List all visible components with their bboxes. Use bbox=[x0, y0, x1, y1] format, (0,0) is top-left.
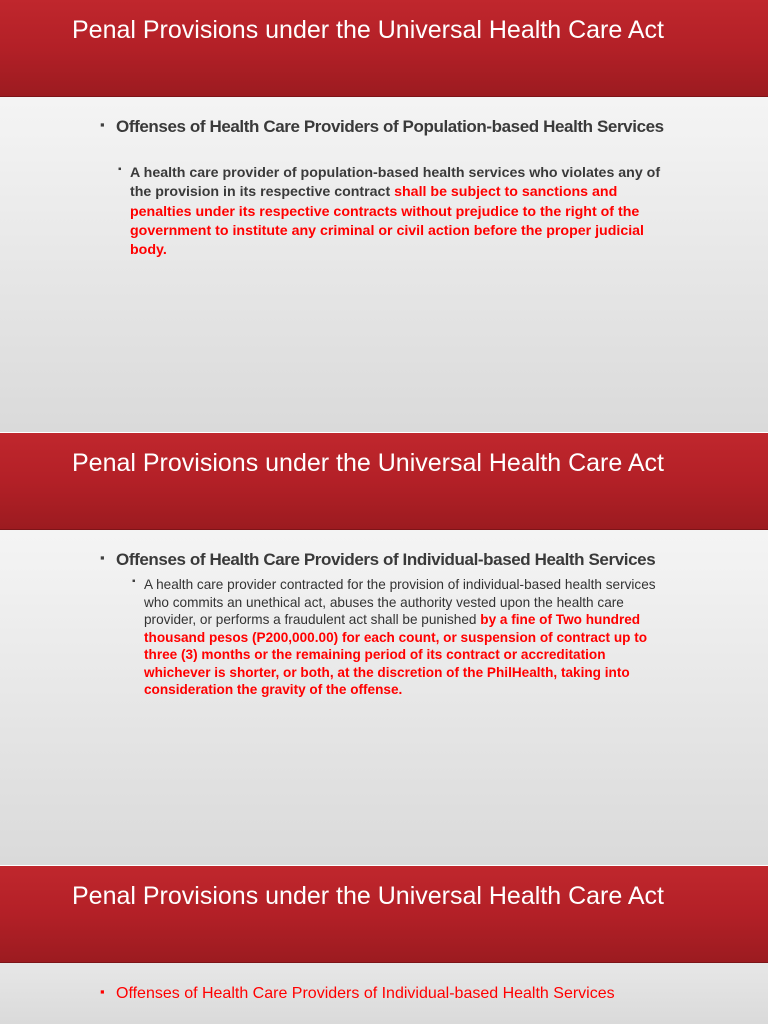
bullet-marker: ▪ bbox=[100, 117, 105, 132]
slide-title-bar bbox=[0, 0, 768, 97]
bullet-level-1 bbox=[100, 984, 680, 1004]
sub-bullet-plain: A health care provider of population-based health services who violates any of the provision in its respective contract bbox=[130, 165, 661, 201]
bullet-level-2 bbox=[132, 576, 672, 699]
slide-title-bar bbox=[0, 433, 768, 530]
sub-bullet-plain: A health care provider contracted for the provision of individual-based health services who commits an unethical act, abuses the authority vested upon the health care provider, or performs a fraudulent act shall be punished bbox=[144, 577, 656, 627]
sub-bullet-text bbox=[130, 164, 678, 260]
bullet-level-1 bbox=[100, 550, 680, 570]
bullet-heading: Offenses of Health Care Providers of Individual-based Health Services bbox=[116, 985, 615, 1002]
bullet-marker: ▪ bbox=[100, 550, 105, 565]
slide-title: Penal Provisions under the Universal Health Care Act bbox=[72, 882, 664, 910]
sub-bullet-highlight: shall be subject to sanctions and penalties under its respective contracts without prejudice to the right of the government to institute any criminal or civil action before the proper judicial body. bbox=[130, 184, 644, 259]
sub-bullet-highlight: by a fine of Two hundred thousand pesos (P200,000.00) for each count, or suspension of contract up to three (3) months or the remaining period of its contract or accreditation whichever is shorter, or both, at the discretion of the PhilHealth, taking into consideration the gravity of the offense. bbox=[144, 612, 648, 697]
slide-title: Penal Provisions under the Universal Health Care Act bbox=[72, 16, 664, 44]
slide-1 bbox=[0, 0, 768, 432]
slide-title: Penal Provisions under the Universal Health Care Act bbox=[72, 449, 664, 477]
bullet-heading: Offenses of Health Care Providers of Population-based Health Services bbox=[116, 117, 664, 136]
bullet-marker: ▪ bbox=[100, 984, 105, 999]
slide-3 bbox=[0, 866, 768, 1024]
slide-2 bbox=[0, 433, 768, 865]
sub-bullet-marker: ▪ bbox=[132, 576, 136, 587]
sub-bullet-text bbox=[144, 576, 672, 699]
slide-title-bar bbox=[0, 866, 768, 963]
bullet-level-1 bbox=[100, 117, 680, 137]
bullet-level-2 bbox=[118, 164, 678, 260]
bullet-heading: Offenses of Health Care Providers of Individual-based Health Services bbox=[116, 550, 656, 569]
sub-bullet-marker: ▪ bbox=[118, 164, 122, 175]
